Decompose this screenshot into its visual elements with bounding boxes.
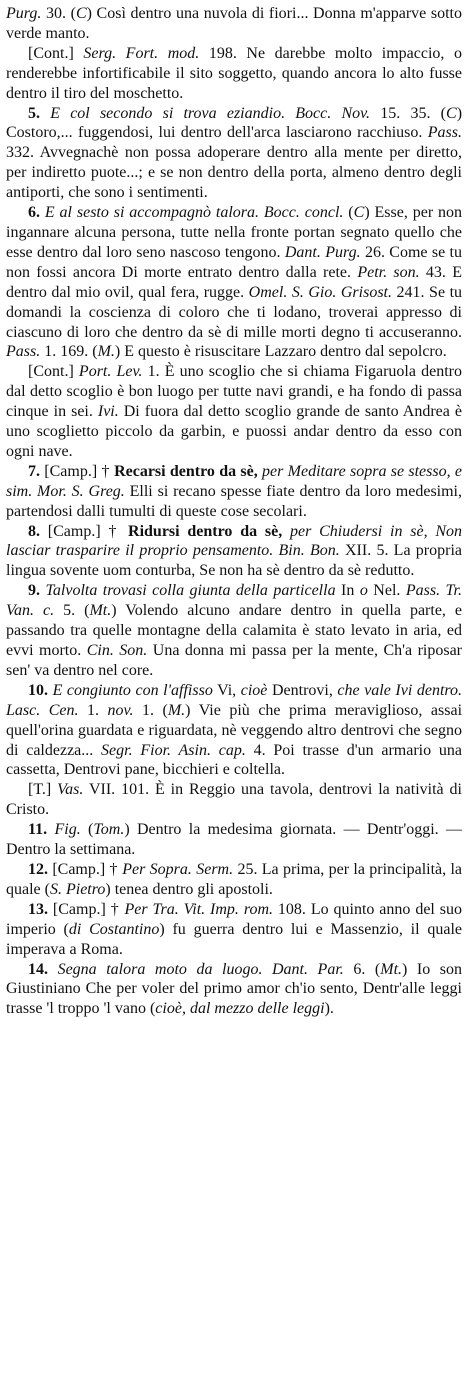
- entry-paragraph: 5. E col secondo si trova eziandio. Bocc. Nov. 15. 35. (C) Costoro,... fuggendosi, lui dentro dell'arca lasciarono racchiuso. Pass. 332. Avvegnachè non possa adoperare dentro alla mente per diretto, per indiretto puote...; e se non dentro della porta, almeno dentro degli antiporti, che sono i sentimenti.: [6, 104, 463, 202]
- entry-paragraph: [Cont.] Serg. Fort. mod. 198. Ne darebbe molto impaccio, o renderebbe infortificabile il sito soggetto, quando ancora lo alto fusse dentro il tiro del moschetto.: [6, 44, 463, 102]
- entry-paragraph: 13. [Camp.] † Per Tra. Vit. Imp. rom. 108. Lo quinto anno del suo imperio (di Costantino) fu guerra dentro lui e Massenzio, il quale imperava a Roma.: [6, 900, 462, 958]
- entry-paragraph: 6. E al sesto si accompagnò talora. Bocc. concl. (C) Esse, per non ingannare alcuna persona, tutte nella fronte portan segnato quello che esse dentro dal loro seno nascoso tengono. Dant. Purg. 26. Come se tu non fossi ancora Di morte entrato dentro dalla rete. Petr. son. 43. E dentro dal mio ovil, qual fera, rugge. Omel. S. Gio. Grisost. 241. Se tu domandi la coscienza di coloro che ti lodano, troverai appresso di ciascuno di loro che dentro da sè di mille morti degno ti accuseranno. Pass. 1. 169. (M.) E questo è risuscitare Lazzaro dentro dal sepolcro.: [6, 204, 463, 361]
- entry-paragraph: Purg. 30. (C) Così dentro una nuvola di fiori... Donna m'apparve sotto verde manto.: [6, 5, 463, 42]
- entry-paragraph: 14. Segna talora moto da luogo. Dant. Par. 6. (Mt.) Io son Giustiniano Che per voler del primo amor ch'io sento, Dentr'alle leggi trasse 'l troppo 'l vano (cioè, dal mezzo delle leggi).: [6, 960, 463, 1018]
- entry-paragraph: 7. [Camp.] † Recarsi dentro da sè, per Meditare sopra se stesso, e sim. Mor. S. Greg. Elli si recano spesse fiate dentro da loro medesimi, partendosi dalli tumulti di queste cose secolari.: [6, 462, 463, 520]
- entry-paragraph: 11. Fig. (Tom.) Dentro la medesima giornata. — Dentr'oggi. — Dentro la settimana.: [6, 821, 463, 859]
- entry-paragraph: [T.] Vas. VII. 101. È in Reggio una tavola, dentrovi la natività di Cristo.: [6, 781, 462, 819]
- entry-paragraph: [Cont.] Port. Lev. 1. È uno scoglio che si chiama Figaruola dentro dal detto scoglio è bon luogo per tutte navi grandi, e ha fondo di passa cinque in sei. Ivi. Di fuora dal detto scoglio grande de santo Andrea è uno scoglietto piccolo da garbin, e puossi andar dentro da esso con ogni nave.: [6, 363, 462, 460]
- entry-paragraph: 9. Talvolta trovasi colla giunta della particella In o Nel. Pass. Tr. Van. c. 5. (Mt.) Volendo alcuno andare dentro in quella parte, e passando tra quelle montagne della calamita è stato levato in aria, ed evvi morto. Cin. Son. Una donna mi passa per la mente, Ch'a riposar sen' va dentro nel core.: [6, 582, 463, 679]
- entry-paragraph: 10. E congiunto con l'affisso Vi, cioè Dentrovi, che vale Ivi dentro. Lasc. Cen. 1. nov. 1. (M.) Vie più che prima meraviglioso, assai quell'orina guardata e riguardata, nè veggendo altro dentrovi che segno di caldezza... Segr. Fior. Asin. cap. 4. Poi trasse d'un armario una cassetta, Dentrovi pane, bicchieri e coltella.: [6, 681, 463, 779]
- entry-paragraph: 8. [Camp.] † Ridursi dentro da sè, per Chiudersi in sè, Non lasciar trasparire il proprio pensamento. Bin. Bon. XII. 5. La propria lingua sovente uom conturba, Se non ha sè dentro da sè redutto.: [6, 522, 463, 580]
- entry-paragraph: 12. [Camp.] † Per Sopra. Serm. 25. La prima, per la principalità, la quale (S. Pietro) tenea dentro gli apostoli.: [6, 860, 463, 898]
